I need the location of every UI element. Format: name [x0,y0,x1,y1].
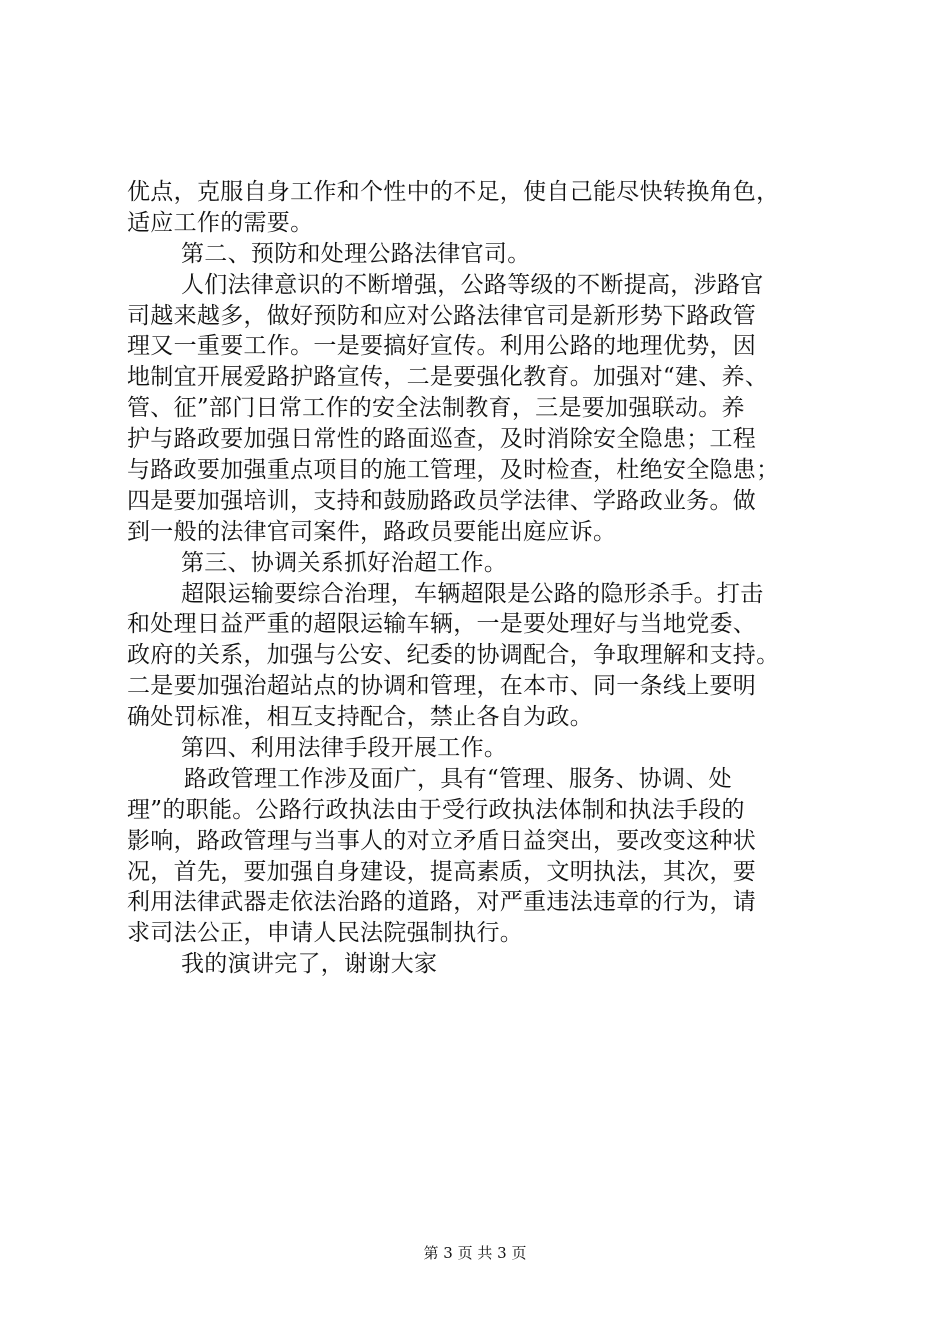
text-line: 政府的关系，加强与公安、纪委的协调配合，争取理解和支持。 [127,642,780,669]
text-line: 优点，克服自身工作和个性中的不足，使自己能尽快转换角色， [127,179,780,205]
text-line: 护与路政要加强日常性的路面巡查，及时消除安全隐患；工程 [127,426,757,453]
section-heading: 第三、协调关系抓好治超工作。 [181,549,508,576]
text-line: 地制宜开展爱路护路宣传，二是要强化教育。加强对“建、养、 [127,364,769,391]
text-line: 求司法公正，申请人民法院强制执行。 [127,920,524,947]
text-line: 利用法律武器走依法治路的道路，对严重违法违章的行为，请 [127,889,757,916]
text-line: 况，首先，要加强自身建设，提高素质，文明执法，其次，要 [127,858,757,885]
text-line: 与路政要加强重点项目的施工管理，及时检查，杜绝安全隐患； [127,457,780,484]
page-number-footer: 第 3 页 共 3 页 [423,1244,527,1262]
text-line: 二是要加强治超站点的协调和管理，在本市、同一条线上要明 [127,673,757,700]
text-line: 人们法律意识的不断增强，公路等级的不断提高，涉路官 [181,271,764,298]
section-heading: 第二、预防和处理公路法律官司。 [181,240,531,267]
text-line: 适应工作的需要。 [127,209,314,236]
text-line: 管、征”部门日常工作的安全法制教育，三是要加强联动。养 [127,395,745,422]
text-line: 和处理日益严重的超限运输车辆，一是要处理好与当地党委、 [127,611,757,638]
document-body [127,177,832,980]
text-line: 路政管理工作涉及面广，具有“管理、服务、协调、处 [184,765,732,792]
text-line: 到一般的法律官司案件，路政员要能出庭应诉。 [127,518,617,545]
closing-line: 我的演讲完了，谢谢大家 [181,951,438,978]
text-line: 影响，路政管理与当事人的对立矛盾日益突出，要改变这种状 [127,827,757,854]
text-line: 司越来越多，做好预防和应对公路法律官司是新形势下路政管 [127,302,757,329]
text-line: 确处罚标准，相互支持配合，禁止各自为政。 [127,704,593,731]
text-line: 四是要加强培训，支持和鼓励路政员学法律、学路政业务。做 [127,487,757,514]
section-heading: 第四、利用法律手段开展工作。 [181,735,508,762]
text-line: 理”的职能。公路行政执法由于受行政执法体制和执法手段的 [127,796,745,823]
text-line: 超限运输要综合治理，车辆超限是公路的隐形杀手。打击 [181,580,764,607]
text-line: 理又一重要工作。一是要搞好宣传。利用公路的地理优势，因 [127,333,757,360]
